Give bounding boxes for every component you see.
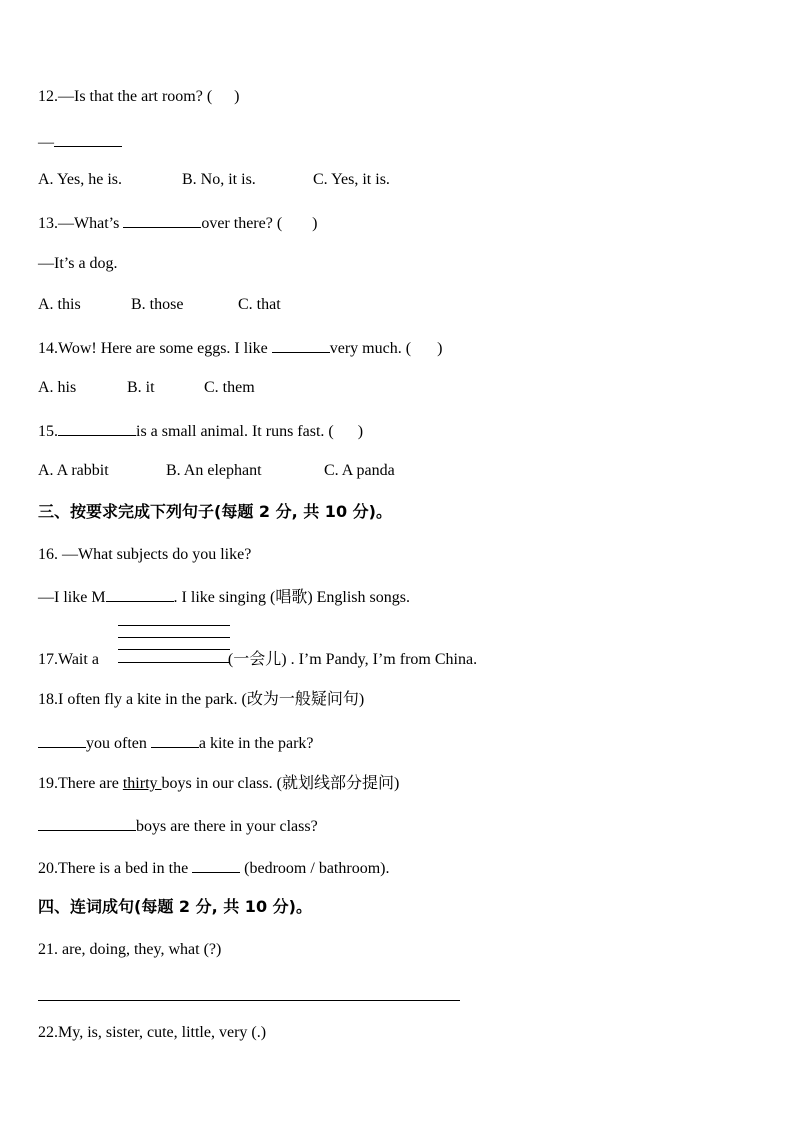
question-text-pre: —What’s <box>58 215 120 232</box>
answer-post: . I like singing (唱歌) English songs. <box>173 589 410 606</box>
options-15 <box>38 461 395 481</box>
answer-blank[interactable] <box>272 337 330 353</box>
question-text-pre: Wow! Here are some eggs. I like <box>58 340 268 357</box>
writing-guide-line <box>118 625 230 626</box>
answer-blank[interactable] <box>54 131 122 147</box>
question-number: 13. <box>38 215 58 232</box>
option-c: C. Yes, it is. <box>313 171 390 188</box>
answer-line-21[interactable] <box>38 1000 460 1001</box>
options-12 <box>38 170 390 190</box>
answer-blank[interactable] <box>58 420 136 436</box>
question-text-post: is a small animal. It runs fast. ( <box>136 423 334 440</box>
paren-close: ) <box>437 340 443 357</box>
dash: — <box>38 134 54 151</box>
question-number: 14. <box>38 340 58 357</box>
question-22 <box>38 1023 266 1043</box>
option-a: A. this <box>38 296 81 313</box>
option-b: B. those <box>131 296 184 313</box>
question-number: 17. <box>38 651 58 668</box>
option-a: A. his <box>38 379 77 396</box>
question-number: 19. <box>38 775 58 792</box>
answer-13: —It’s a dog. <box>38 255 118 272</box>
answer-pre: —I like M <box>38 589 106 606</box>
question-text-post: (bedroom / bathroom). <box>240 860 390 877</box>
answer-blank-1[interactable] <box>38 732 86 748</box>
question-12 <box>38 87 240 107</box>
question-15 <box>38 420 363 442</box>
answer-blank[interactable] <box>38 815 136 831</box>
underlined-word: thirty <box>122 775 162 792</box>
question-text-pre: There is a bed in the <box>58 860 193 877</box>
paren-close: ) <box>312 215 318 232</box>
paren-close: ) <box>357 423 364 440</box>
question-number: 21. <box>38 941 58 958</box>
answer-blank[interactable] <box>192 857 240 873</box>
option-c: C. that <box>238 296 281 313</box>
question-text-pre: Wait a <box>58 651 99 668</box>
question-13 <box>38 212 318 234</box>
question-number: 12. <box>38 88 58 105</box>
answer-blank[interactable] <box>123 212 201 228</box>
question-text: I often fly a kite in the park. (改为一般疑问句) <box>58 691 365 708</box>
answer-blank-2[interactable] <box>151 732 199 748</box>
question-21 <box>38 940 221 960</box>
question-16 <box>38 545 251 565</box>
option-b: B. it <box>127 379 155 396</box>
question-text-post: very much. ( <box>329 340 412 357</box>
option-a: A. A rabbit <box>38 462 109 479</box>
paren-close: ) <box>234 88 240 105</box>
answer-mid: you often <box>86 735 147 752</box>
question-text-post: over there? ( <box>201 215 283 232</box>
answer-line-18 <box>38 732 314 754</box>
section-3-heading: 三、按要求完成下列句子(每题 2 分, 共 10 分)。 <box>38 502 392 521</box>
answer-line-12 <box>38 131 122 153</box>
question-text: —What subjects do you like? <box>62 546 252 563</box>
question-text-post: (一会儿) . I’m Pandy, I’m from China. <box>227 651 478 668</box>
question-number: 22. <box>38 1024 58 1041</box>
question-text: are, doing, they, what (?) <box>58 941 222 958</box>
options-14 <box>38 378 255 398</box>
section-4-heading: 四、连词成句(每题 2 分, 共 10 分)。 <box>38 897 312 916</box>
answer-blank[interactable] <box>106 586 174 602</box>
option-b: B. No, it is. <box>182 171 256 188</box>
option-c: C. them <box>204 379 255 396</box>
question-text: My, is, sister, cute, little, very (.) <box>58 1024 267 1041</box>
question-number: 20. <box>38 860 58 877</box>
answer-post: boys are there in your class? <box>136 818 318 835</box>
question-number: 18. <box>38 691 58 708</box>
question-number: 16. <box>38 546 58 563</box>
question-text: —Is that the art room? ( <box>58 88 213 105</box>
writing-guide-line <box>118 637 230 638</box>
question-number: 15. <box>38 423 58 440</box>
answer-post: a kite in the park? <box>198 735 314 752</box>
option-b: B. An elephant <box>166 462 262 479</box>
question-17 <box>38 650 477 670</box>
answer-line-16 <box>38 586 410 608</box>
option-a: A. Yes, he is. <box>38 171 123 188</box>
question-text-post: boys in our class. (就划线部分提问) <box>161 775 400 792</box>
question-14 <box>38 337 442 359</box>
question-20 <box>38 857 389 879</box>
question-18 <box>38 690 364 710</box>
question-text-pre: There are <box>58 775 123 792</box>
option-c: C. A panda <box>324 462 395 479</box>
answer-line-19 <box>38 815 318 837</box>
question-19 <box>38 774 399 794</box>
options-13 <box>38 295 281 315</box>
